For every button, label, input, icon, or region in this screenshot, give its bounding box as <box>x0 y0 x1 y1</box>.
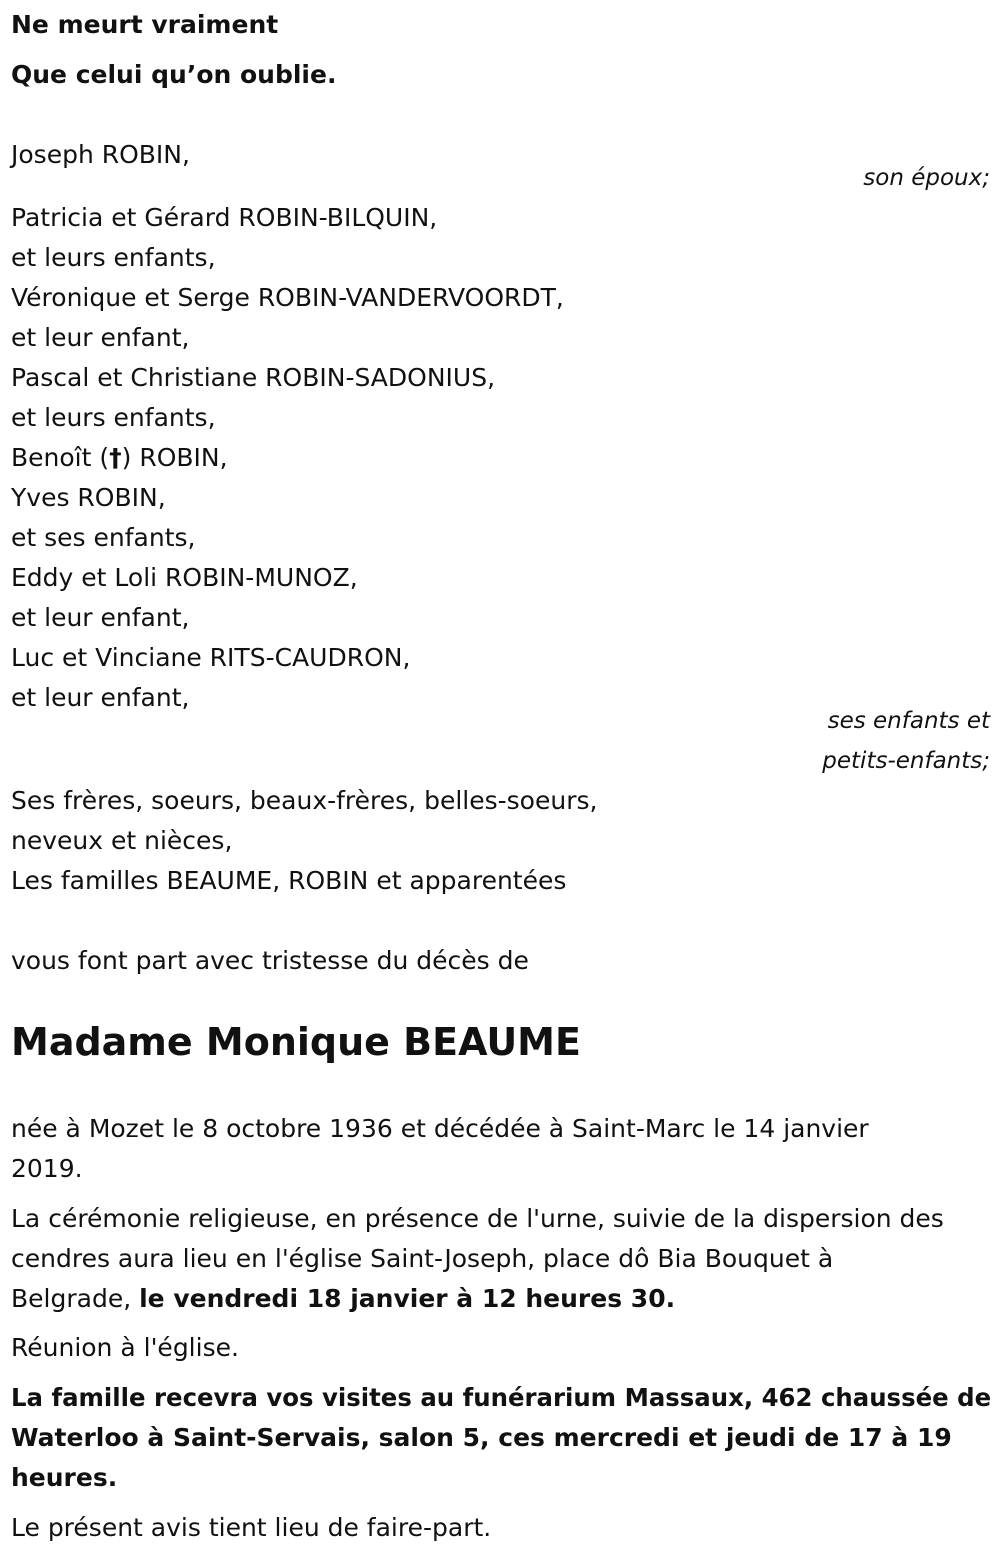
child-line: et ses enfants, <box>11 523 196 552</box>
relatives-line: neveux et nièces, <box>11 826 233 855</box>
child-line: et leur enfant, <box>11 683 190 712</box>
child-line: Luc et Vinciane RITS-CAUDRON, <box>11 643 411 672</box>
child-line: et leur enfant, <box>11 603 190 632</box>
spouse-role: son époux; <box>863 165 990 191</box>
visits-line-2: Waterloo à Saint-Servais, salon 5, ces mercredi et jeudi de 17 à 19 <box>11 1423 952 1452</box>
relatives-line: Ses frères, soeurs, beaux-frères, belles-soeurs, <box>11 786 598 815</box>
reunion: Réunion à l'église. <box>11 1333 239 1362</box>
child-line: Patricia et Gérard ROBIN-BILQUIN, <box>11 203 438 232</box>
epigraph-line-1: Ne meurt vraiment <box>11 10 279 39</box>
epigraph-line-2: Que celui qu’on oublie. <box>11 60 337 89</box>
ceremony-line-1: La cérémonie religieuse, en présence de l'urne, suivie de la dispersion des <box>11 1204 944 1233</box>
deceased-child-name-end: ) ROBIN, <box>121 443 228 472</box>
child-line: Yves ROBIN, <box>11 483 166 512</box>
birth-line-2: 2019. <box>11 1154 83 1183</box>
deceased-name: Madame Monique BEAUME <box>11 1020 581 1064</box>
ceremony-place: Belgrade, <box>11 1284 140 1313</box>
closing-note: Le présent avis tient lieu de faire-part. <box>11 1513 492 1542</box>
visits-line-3: heures. <box>11 1463 118 1492</box>
ceremony-line-2: cendres aura lieu en l'église Saint-Joseph, place dô Bia Bouquet à <box>11 1244 834 1273</box>
child-line: Eddy et Loli ROBIN-MUNOZ, <box>11 563 358 592</box>
spouse-name: Joseph ROBIN, <box>11 140 190 169</box>
child-line: Pascal et Christiane ROBIN-SADONIUS, <box>11 363 496 392</box>
birth-line-1: née à Mozet le 8 octobre 1936 et décédée à Saint-Marc le 14 janvier <box>11 1114 869 1143</box>
ceremony-line-3 <box>11 1286 675 1311</box>
children-role-line-1: ses enfants et <box>827 708 990 734</box>
ceremony-date: le vendredi 18 janvier à 12 heures 30. <box>139 1284 676 1313</box>
child-line: et leurs enfants, <box>11 403 216 432</box>
deceased-child-name-start: Benoît ( <box>11 443 110 472</box>
children-role-line-2: petits-enfants; <box>822 748 990 774</box>
child-line: et leurs enfants, <box>11 243 216 272</box>
cross-icon: † <box>109 443 122 472</box>
visits-line-1: La famille recevra vos visites au funérarium Massaux, 462 chaussée de <box>11 1383 992 1412</box>
child-line: et leur enfant, <box>11 323 190 352</box>
child-line: Véronique et Serge ROBIN-VANDERVOORDT, <box>11 283 564 312</box>
announcement: vous font part avec tristesse du décès de <box>11 946 529 975</box>
deceased-child-line <box>11 445 228 470</box>
relatives-line: Les familles BEAUME, ROBIN et apparentées <box>11 866 567 895</box>
